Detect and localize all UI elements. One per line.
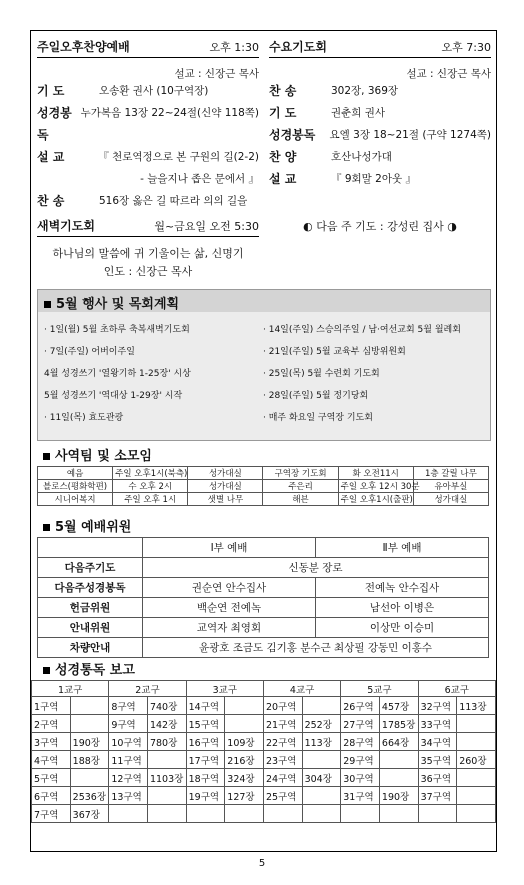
zone-name — [109, 805, 148, 823]
order-row — [37, 168, 259, 190]
zone-name: 37구역 — [418, 787, 457, 805]
bible-row — [32, 769, 496, 787]
district-header: 1교구 — [32, 681, 109, 697]
chapter-count — [457, 805, 496, 823]
order-label: 성경봉독 — [37, 106, 72, 142]
bulletin-page — [30, 30, 497, 852]
order-label: 찬 송 — [37, 194, 65, 208]
chapter-count: 113장 — [302, 733, 341, 751]
event-item: 5월 성경쓰기 '역대상 1-29장' 시작 — [44, 391, 183, 401]
chapter-count — [457, 715, 496, 733]
zone-name — [263, 805, 302, 823]
ministry-row — [38, 467, 489, 480]
zone-name: 1구역 — [32, 697, 71, 715]
chapter-count — [457, 733, 496, 751]
zone-name — [418, 805, 457, 823]
worship-person: 권순연 안수집사 — [143, 578, 316, 598]
section-time: 오후 1:30 — [209, 41, 259, 54]
chapter-count: 324장 — [225, 769, 264, 787]
worship-row — [38, 578, 489, 598]
district-header: 3교구 — [186, 681, 263, 697]
order-row — [269, 146, 491, 168]
zone-name: 20구역 — [263, 697, 302, 715]
order-row — [269, 102, 491, 124]
order-value: 누가복음 13장 22~24절(신약 118쪽) — [80, 107, 259, 119]
ministry-cell: 주일 오후 12시 30분 — [338, 480, 413, 493]
zone-name: 24구역 — [263, 769, 302, 787]
ministry-cell: 주일 오후1시(출판) — [338, 493, 413, 506]
zone-name: 16구역 — [186, 733, 225, 751]
section-time: 오후 7:30 — [441, 41, 491, 54]
chapter-count: 367장 — [70, 805, 109, 823]
zone-name: 17구역 — [186, 751, 225, 769]
worship-person: 이상만 이승미 — [316, 618, 489, 638]
ministry-title: 사역팀 및 소모임 — [37, 443, 489, 466]
sermon-by: 설교 : 신장근 목사 — [406, 68, 491, 80]
zone-name: 26구역 — [341, 697, 380, 715]
event-item: · 7일(주일) 어버이주일 — [44, 347, 135, 357]
ministry-section — [37, 443, 489, 506]
worship-row — [38, 638, 489, 658]
events-title: 5월 행사 및 목회계획 — [38, 290, 490, 312]
chapter-count — [70, 697, 109, 715]
chapter-count — [147, 751, 186, 769]
zone-name: 23구역 — [263, 751, 302, 769]
ministry-cell: 샛별 나무 — [188, 493, 263, 506]
zone-name: 14구역 — [186, 697, 225, 715]
ministry-cell: 수 오후 2시 — [113, 480, 188, 493]
ministry-table — [37, 466, 489, 506]
ministry-cell: 주일 오후 1시 — [113, 493, 188, 506]
chapter-count: 260장 — [457, 751, 496, 769]
zone-name: 29구역 — [341, 751, 380, 769]
event-item: · 매주 화요일 구역장 기도회 — [263, 413, 373, 423]
zone-name: 28구역 — [341, 733, 380, 751]
bible-row — [32, 751, 496, 769]
zone-name: 11구역 — [109, 751, 148, 769]
zone-name: 22구역 — [263, 733, 302, 751]
chapter-count — [302, 787, 341, 805]
worship-person: 신동분 장로 — [143, 558, 489, 578]
chapter-count: 216장 — [225, 751, 264, 769]
ministry-cell: 유아부실 — [413, 480, 488, 493]
sermon-by: 설교 : 신장근 목사 — [174, 68, 259, 80]
worship-person: 백순연 전예녹 — [143, 598, 316, 618]
order-label: 설 교 — [37, 150, 65, 164]
zone-name: 21구역 — [263, 715, 302, 733]
section-header — [269, 39, 491, 58]
dawn-leader: 인도 : 신장근 목사 — [103, 265, 193, 278]
dawn-theme: 하나님의 말씀에 귀 기울이는 삶, 신명기 — [52, 247, 244, 260]
ministry-cell: 해븐 — [263, 493, 338, 506]
order-label — [120, 168, 140, 190]
worship-row — [38, 558, 489, 578]
worship-row — [38, 618, 489, 638]
district-header: 2교구 — [109, 681, 186, 697]
ministry-cell: 성가대실 — [188, 467, 263, 480]
chapter-count — [457, 787, 496, 805]
page-number: 5 — [258, 858, 266, 869]
order-value: 『 9회말 2아웃 』 — [331, 173, 416, 185]
order-value: 호산나성가대 — [331, 151, 392, 163]
order-label: 기 도 — [37, 84, 65, 98]
bible-title: 성경통독 보고 — [31, 657, 496, 680]
order-value: 권춘희 권사 — [331, 107, 386, 119]
order-label: 기 도 — [269, 106, 297, 120]
chapter-count: 664장 — [379, 733, 418, 751]
zone-name — [186, 805, 225, 823]
bible-row — [32, 805, 496, 823]
worship-col-header: Ⅰ부 예배 — [143, 538, 316, 558]
order-label: 찬 송 — [269, 84, 297, 98]
order-label: 찬 양 — [269, 150, 297, 164]
zone-name: 32구역 — [418, 697, 457, 715]
chapter-count — [225, 805, 264, 823]
chapter-count — [379, 805, 418, 823]
worship-row — [38, 598, 489, 618]
worship-section — [37, 514, 489, 658]
zone-name: 35구역 — [418, 751, 457, 769]
zone-name: 13구역 — [109, 787, 148, 805]
order-row — [37, 80, 259, 102]
ministry-row — [38, 480, 489, 493]
event-item: · 28일(주일) 5월 정기당회 — [263, 391, 369, 401]
event-item: · 1일(월) 5월 초하루 축복새벽기도회 — [44, 325, 190, 335]
chapter-count: 740장 — [147, 697, 186, 715]
order-value: 오송환 권사 (10구역장) — [99, 85, 209, 97]
ministry-row — [38, 493, 489, 506]
corner-cell — [38, 538, 143, 558]
district-header: 4교구 — [263, 681, 340, 697]
chapter-count — [225, 697, 264, 715]
order-value: 516장 옳은 길 따르라 의의 길을 — [99, 195, 248, 207]
order-row — [269, 80, 491, 102]
chapter-count: 188장 — [70, 751, 109, 769]
bible-row — [32, 697, 496, 715]
ministry-cell: 1층 갈릴 나무 — [413, 467, 488, 480]
section-title: 수요기도회 — [269, 40, 327, 54]
worship-role: 다음주성경봉독 — [38, 578, 143, 598]
worship-role: 다음주기도 — [38, 558, 143, 578]
worship-person: 윤광호 조금도 김기홍 분수근 최상필 강동민 이홍수 — [143, 638, 489, 658]
chapter-count: 252장 — [302, 715, 341, 733]
chapter-count: 1103장 — [147, 769, 186, 787]
zone-name: 5구역 — [32, 769, 71, 787]
square-bullet-icon — [43, 453, 50, 460]
chapter-count: 304장 — [302, 769, 341, 787]
bible-section — [31, 657, 496, 823]
chapter-count: 1785장 — [379, 715, 418, 733]
order-value: 302장, 369장 — [331, 85, 399, 97]
worship-person: 전예녹 안수집사 — [316, 578, 489, 598]
order-value: 요엘 3장 18~21절 (구약 1274쪽) — [329, 129, 491, 141]
order-row — [37, 102, 259, 146]
event-item: · 11일(목) 효도관광 — [44, 413, 124, 423]
chapter-count — [379, 769, 418, 787]
zone-name: 15구역 — [186, 715, 225, 733]
worship-person: 남선아 이병은 — [316, 598, 489, 618]
chapter-count: 113장 — [457, 697, 496, 715]
bible-header-row — [32, 681, 496, 697]
next-prayer: ◐ 다음 주 기도 : 강성린 집사 ◑ — [303, 220, 457, 233]
square-bullet-icon — [43, 667, 50, 674]
bible-row — [32, 733, 496, 751]
chapter-count: 457장 — [379, 697, 418, 715]
zone-name: 33구역 — [418, 715, 457, 733]
zone-name: 2구역 — [32, 715, 71, 733]
chapter-count — [302, 805, 341, 823]
chapter-count — [70, 769, 109, 787]
chapter-count: 190장 — [70, 733, 109, 751]
order-row — [37, 190, 259, 212]
order-label: 성경봉독 — [269, 128, 316, 142]
event-item: · 21일(주일) 5월 교육부 심방위원회 — [263, 347, 406, 357]
square-bullet-icon — [44, 301, 51, 308]
district-header: 6교구 — [418, 681, 495, 697]
worship-table — [37, 537, 489, 658]
order-value: - 늘을지나 좁은 문에서 』 — [140, 173, 259, 185]
chapter-count — [457, 769, 496, 787]
zone-name: 18구역 — [186, 769, 225, 787]
chapter-count: 190장 — [379, 787, 418, 805]
event-item: · 14일(주일) 스승의주일 / 남·여선교회 5월 월례회 — [263, 325, 461, 335]
bible-row — [32, 715, 496, 733]
section-time: 월~금요일 오전 5:30 — [154, 220, 259, 233]
sunday-afternoon-section — [37, 39, 259, 279]
chapter-count — [70, 715, 109, 733]
chapter-count — [225, 715, 264, 733]
order-label: 설 교 — [269, 172, 297, 186]
chapter-count — [147, 805, 186, 823]
order-list — [37, 80, 259, 212]
zone-name: 36구역 — [418, 769, 457, 787]
ministry-cell: 성가대실 — [188, 480, 263, 493]
worship-title: 5월 예배위원 — [37, 514, 489, 537]
zone-name: 8구역 — [109, 697, 148, 715]
zone-name: 4구역 — [32, 751, 71, 769]
worship-role: 안내위원 — [38, 618, 143, 638]
zone-name: 12구역 — [109, 769, 148, 787]
zone-name: 31구역 — [341, 787, 380, 805]
chapter-count — [379, 751, 418, 769]
zone-name: 7구역 — [32, 805, 71, 823]
chapter-count: 780장 — [147, 733, 186, 751]
events-banner — [37, 289, 491, 441]
event-item: 4월 성경쓰기 '열왕기하 1-25장' 시상 — [44, 369, 191, 379]
order-row — [269, 168, 491, 190]
ministry-cell: 시니어복지 — [38, 493, 113, 506]
section-title: 주일오후찬양예배 — [37, 40, 130, 54]
zone-name: 10구역 — [109, 733, 148, 751]
chapter-count: 109장 — [225, 733, 264, 751]
worship-header-row — [38, 538, 489, 558]
dawn-header — [37, 218, 259, 237]
bible-table — [31, 680, 496, 823]
chapter-count — [147, 787, 186, 805]
ministry-cell: 블로스(평화학편) — [38, 480, 113, 493]
chapter-count: 142장 — [147, 715, 186, 733]
zone-name — [341, 805, 380, 823]
section-title: 새벽기도회 — [37, 219, 95, 233]
ministry-cell: 주일 오후1시(북측) — [113, 467, 188, 480]
zone-name: 30구역 — [341, 769, 380, 787]
ministry-cell: 화 오전11시 — [338, 467, 413, 480]
zone-name: 27구역 — [341, 715, 380, 733]
square-bullet-icon — [43, 524, 50, 531]
order-list — [269, 80, 491, 190]
district-header: 5교구 — [341, 681, 418, 697]
chapter-count — [302, 697, 341, 715]
zone-name: 6구역 — [32, 787, 71, 805]
zone-name: 19구역 — [186, 787, 225, 805]
order-value: 『 천로역정으로 본 구원의 길(2-2) — [98, 151, 259, 163]
chapter-count — [302, 751, 341, 769]
bible-row — [32, 787, 496, 805]
order-row — [269, 124, 491, 146]
chapter-count: 127장 — [225, 787, 264, 805]
worship-role: 차량안내 — [38, 638, 143, 658]
event-item: · 25일(목) 5월 수련회 기도회 — [263, 369, 380, 379]
order-row — [37, 146, 259, 168]
worship-role: 헌금위원 — [38, 598, 143, 618]
zone-name: 34구역 — [418, 733, 457, 751]
section-header — [37, 39, 259, 58]
wednesday-section — [269, 39, 491, 234]
zone-name: 3구역 — [32, 733, 71, 751]
zone-name: 25구역 — [263, 787, 302, 805]
ministry-cell: 성가대실 — [413, 493, 488, 506]
zone-name: 9구역 — [109, 715, 148, 733]
ministry-cell: 예음 — [38, 467, 113, 480]
worship-person: 교역자 최영회 — [143, 618, 316, 638]
chapter-count: 2536장 — [70, 787, 109, 805]
ministry-cell: 주은리 — [263, 480, 338, 493]
worship-col-header: Ⅱ부 예배 — [316, 538, 489, 558]
ministry-cell: 구역장 기도회 — [263, 467, 338, 480]
